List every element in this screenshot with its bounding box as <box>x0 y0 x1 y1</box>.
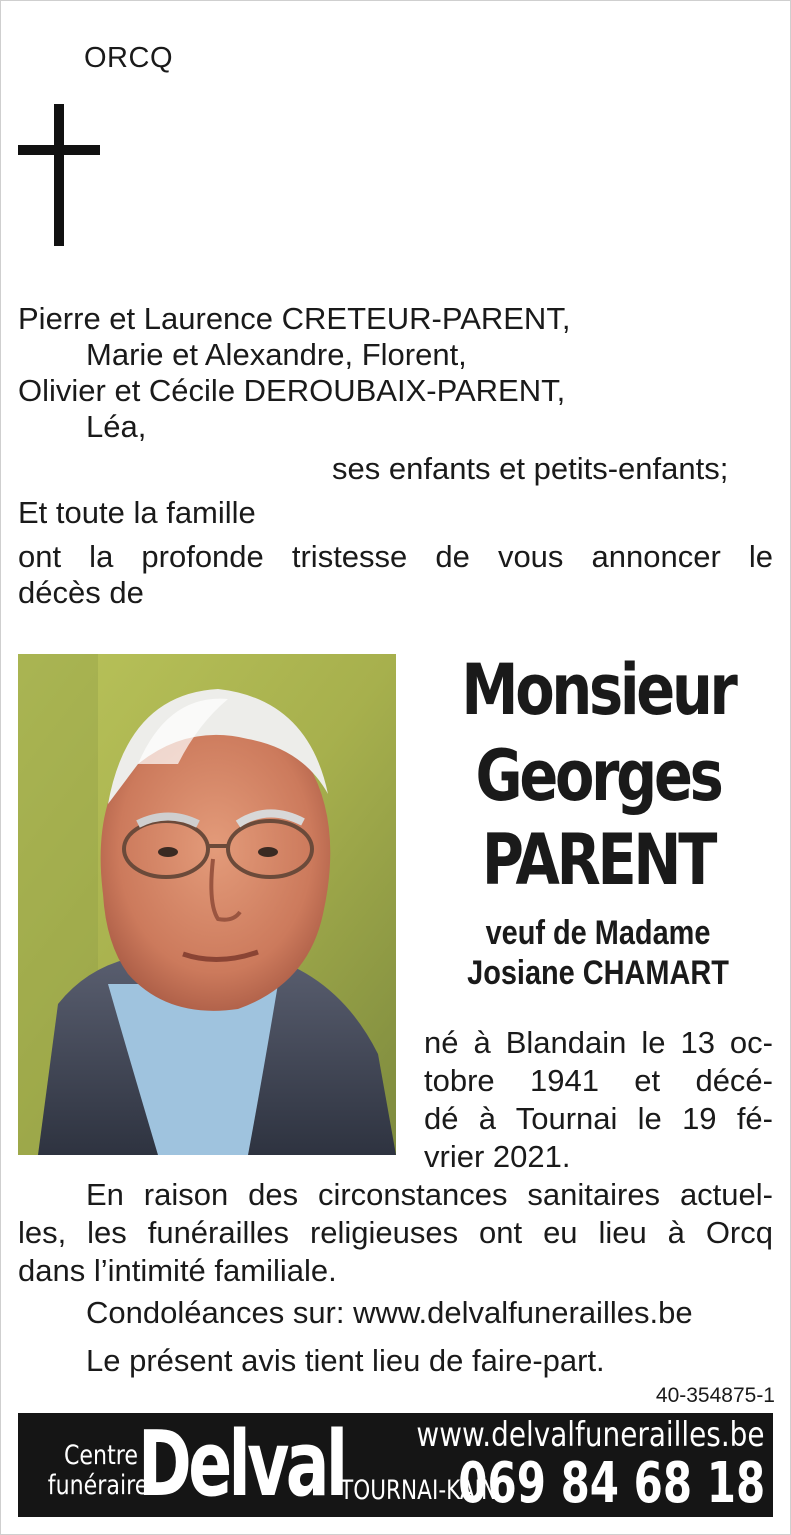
phone-number: 069 84 68 18 <box>458 1451 765 1516</box>
deceased-first-name: Georges <box>475 735 721 817</box>
portrait-photo <box>18 654 396 1155</box>
widow-line-1: veuf de Madame <box>485 914 711 952</box>
funeral-home-banner <box>18 1413 773 1517</box>
funeral-line-3: dans l’intimité familiale. <box>18 1253 337 1288</box>
deceased-last-name: PARENT <box>481 819 715 901</box>
locality: ORCQ <box>84 42 173 74</box>
dates-line-3: dé à Tournai le 19 fé- <box>424 1101 773 1136</box>
condolences-line: Condoléances sur: www.delvalfunerailles.be <box>86 1295 693 1330</box>
notice-line: Le présent avis tient lieu de faire-part. <box>86 1343 605 1378</box>
dates-line-1: né à Blandain le 13 oc- <box>424 1025 773 1060</box>
family-line-2: Marie et Alexandre, Florent, <box>86 337 467 372</box>
announcement-line-2: décès de <box>18 575 144 610</box>
city-label: TOURNAI-KAIN <box>340 1475 498 1506</box>
widow-line-2: Josiane CHAMART <box>467 954 729 992</box>
brand-name: Delval <box>138 1412 345 1517</box>
funeral-line-2: les, les funérailles religieuses ont eu lieu à Orcq <box>18 1215 773 1250</box>
funeral-line-1: En raison des circonstances sanitaires actuel- <box>86 1177 773 1212</box>
family-line-3: Olivier et Cécile DEROUBAIX-PARENT, <box>18 373 566 408</box>
website-url: www.delvalfunerailles.be <box>416 1415 765 1455</box>
dates-line-2: tobre 1941 et décé- <box>424 1063 773 1098</box>
reference-number: 40-354875-1 <box>655 1384 775 1407</box>
announcement-line-1: ont la profonde tristesse de vous annoncer le <box>18 539 773 574</box>
centre-label-line-1: Centre <box>63 1440 138 1471</box>
centre-label-line-2: funéraire <box>47 1470 149 1501</box>
deceased-title: Monsieur <box>461 649 735 731</box>
family-line-5: ses enfants et petits-enfants; <box>332 451 729 486</box>
centre-funeraire-label <box>47 1440 149 1501</box>
family-line-6: Et toute la famille <box>18 495 256 530</box>
dates-line-4: vrier 2021. <box>424 1139 571 1174</box>
family-line-4: Léa, <box>86 409 147 444</box>
family-line-1: Pierre et Laurence CRETEUR-PARENT, <box>18 301 571 336</box>
